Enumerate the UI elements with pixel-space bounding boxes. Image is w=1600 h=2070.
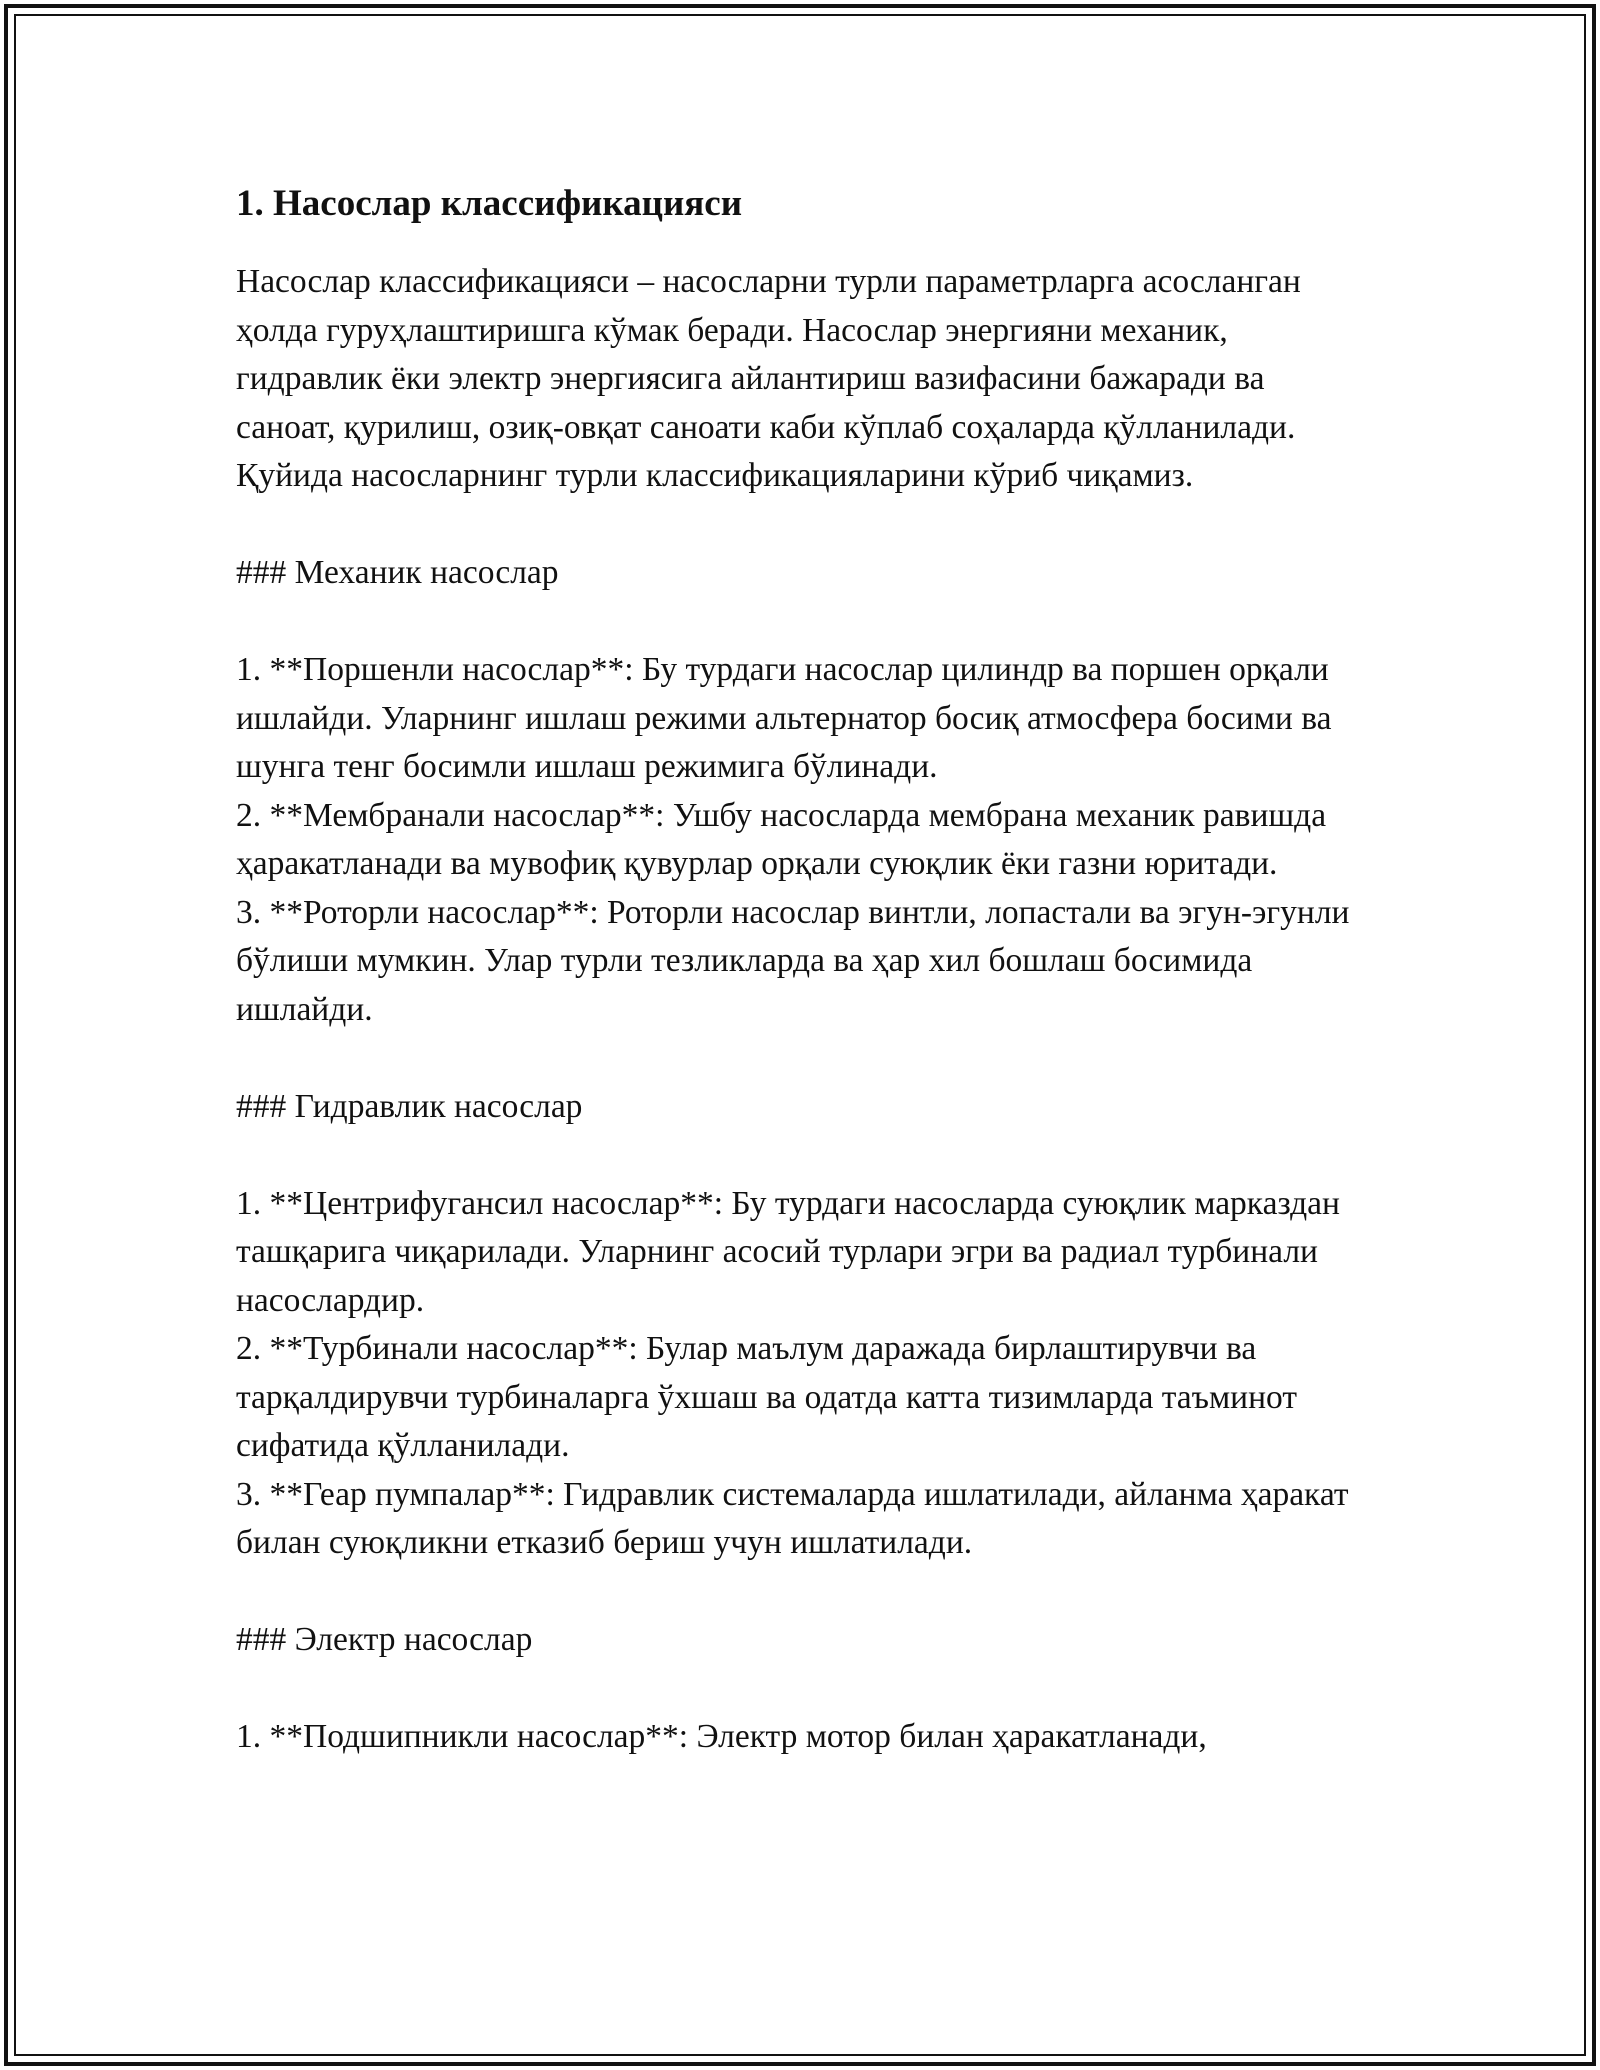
spacer — [236, 598, 1366, 647]
spacer — [236, 1034, 1366, 1083]
section-heading-hydraulic: ### Гидравлик насослар — [236, 1087, 583, 1125]
list-item: 1. **Центрифугансил насослар**: Бу турдаги насосларда суюқлик марказдан ташқарига чиқарилади. Уларнинг асосий турлари эгри ва радиал турбинали насослардир. — [236, 1184, 1349, 1319]
list-item: 3. **Роторли насослар**: Роторли насослар винтли, лопастали ва эгун-эгунли бўлиши мумкин. Улар турли тезликларда ва ҳар хил бошлаш босимида ишлайди. — [236, 893, 1358, 1028]
document-title: 1. Насослар классификацияси — [236, 183, 743, 224]
section-heading-mechanical: ### Механик насослар — [236, 554, 559, 592]
document-page — [236, 180, 1366, 1762]
list-item: 1. **Поршенли насослар**: Бу турдаги насослар цилиндр ва поршен орқали ишлайди. Уларнинг ишлаш режими альтернатор босиқ атмосфера босими ва шунга тенг босимли ишлаш режимига бўлинади. — [236, 651, 1340, 786]
section-heading-electric: ### Электр насослар — [236, 1621, 533, 1659]
spacer — [236, 501, 1366, 550]
spacer — [236, 1568, 1366, 1617]
spacer — [236, 1131, 1366, 1180]
intro-paragraph: Насослар классификацияси – насосларни турли параметрларга асосланган ҳолда гуруҳлаштиришга кўмак беради. Насослар энергияни механик, гидравлик ёки электр энергиясига айлантириш вазифасини бажаради ва саноат, қурилиш, озиқ-овқат саноати каби кўплаб соҳаларда қўлланилади. Қуйида насосларнинг турли классификацияларини кўриб чиқамиз. — [236, 263, 1310, 495]
list-item: 1. **Подшипникли насослар**: Электр мотор билан ҳаракатланади, — [236, 1718, 1207, 1756]
spacer — [236, 1665, 1366, 1714]
list-item: 3. **Геар пумпалар**: Гидравлик системаларда ишлатилади, айланма ҳаракат билан суюқликни етказиб бериш учун ишлатилади. — [236, 1475, 1357, 1562]
list-item: 2. **Турбинали насослар**: Булар маълум даражада бирлаштирувчи ва тарқалдирувчи турбиналарга ўхшаш ва одатда катта тизимларда таъминот сифатида қўлланилади. — [236, 1330, 1306, 1465]
list-item: 2. **Мембранали насослар**: Ушбу насосларда мембрана механик равишда ҳаракатланади ва мувофиқ қувурлар орқали суюқлик ёки газни юритади. — [236, 796, 1335, 883]
